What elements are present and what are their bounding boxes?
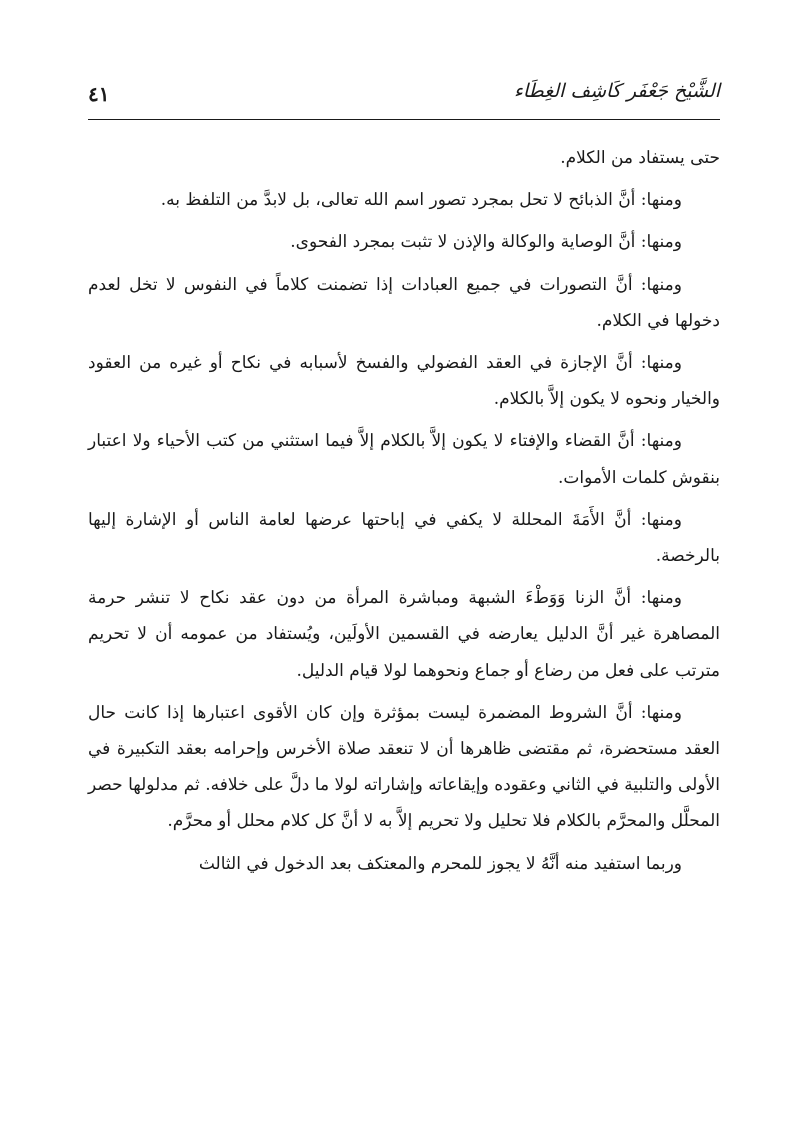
paragraph: ومنها: أنَّ التصورات في جميع العبادات إذا تضمنت كلاماً في النفوس لا تخل لعدم دخولها في الكلام. (88, 274, 720, 331)
header-rule (88, 119, 720, 120)
paragraph: ومنها: أنَّ الوصاية والوكالة والإذن لا تثبت بمجرد الفحوى. (290, 232, 682, 253)
running-head: الشَّيْخ جَعْفَر كَاشِف الغِطَاء (513, 80, 720, 102)
paragraph: ومنها: أنَّ الزنا وَوَطْءَ الشبهة ومباشرة المرأة من دون عقد نكاح لا تنشر حرمة المصاهرة غير أنَّ الدليل يعارضه في القسمين الأولَين، ويُستفاد من عمومه أن لا تحريم مترتب على فعل من رضاع أو جماع ونحوهما لولا قيام الدليل. (88, 588, 720, 681)
paragraph: ومنها: أنَّ الذبائح لا تحل بمجرد تصور اسم الله تعالى، بل لابدَّ من التلفظ به. (160, 190, 682, 211)
paragraph: ومنها: أنَّ القضاء والإفتاء لا يكون إلاَّ بالكلام إلاَّ فيما استثني من كتب الأحياء ولا اعتبار بنقوش كلمات الأموات. (88, 431, 720, 488)
body-text (88, 140, 720, 888)
paragraph: ومنها: أنَّ الأَمَةَ المحللة لا يكفي في إباحتها عرضها لعامة الناس أو الإشارة إليها بالرخصة. (88, 509, 720, 567)
paragraph: ومنها: أنَّ الشروط المضمرة ليست بمؤثرة وإن كان الأقوى اعتبارها إذا كانت حال العقد مستحضرة، ثم مقتضى ظاهرها أن لا تنعقد صلاة الأخرس وإحرامه بعقد التكبيرة في الأولى والتلبية في الثاني وعقوده وإيقاعاته وإشاراته لولا ما دلَّ على خلافه. ثم مدلولها حصر المحلَّل والمحرَّم بالكلام فلا تحليل ولا تحريم إلاَّ به لا أنَّ كل كلام محلل أو محرَّم. (88, 702, 720, 832)
paragraph: حتى يستفاد من الكلام. (560, 148, 720, 168)
paragraph: وربما استفيد منه أنَّهُ لا يجوز للمحرم والمعتكف بعد الدخول في الثالث (198, 853, 682, 874)
paragraph: ومنها: أنَّ الإجازة في العقد الفضولي والفسخ لأسبابه في نكاح أو غيره من العقود والخيار ونحوه لا يكون إلاَّ بالكلام. (88, 353, 720, 410)
page-header (88, 80, 720, 114)
page-number: ٤١ (88, 82, 110, 106)
